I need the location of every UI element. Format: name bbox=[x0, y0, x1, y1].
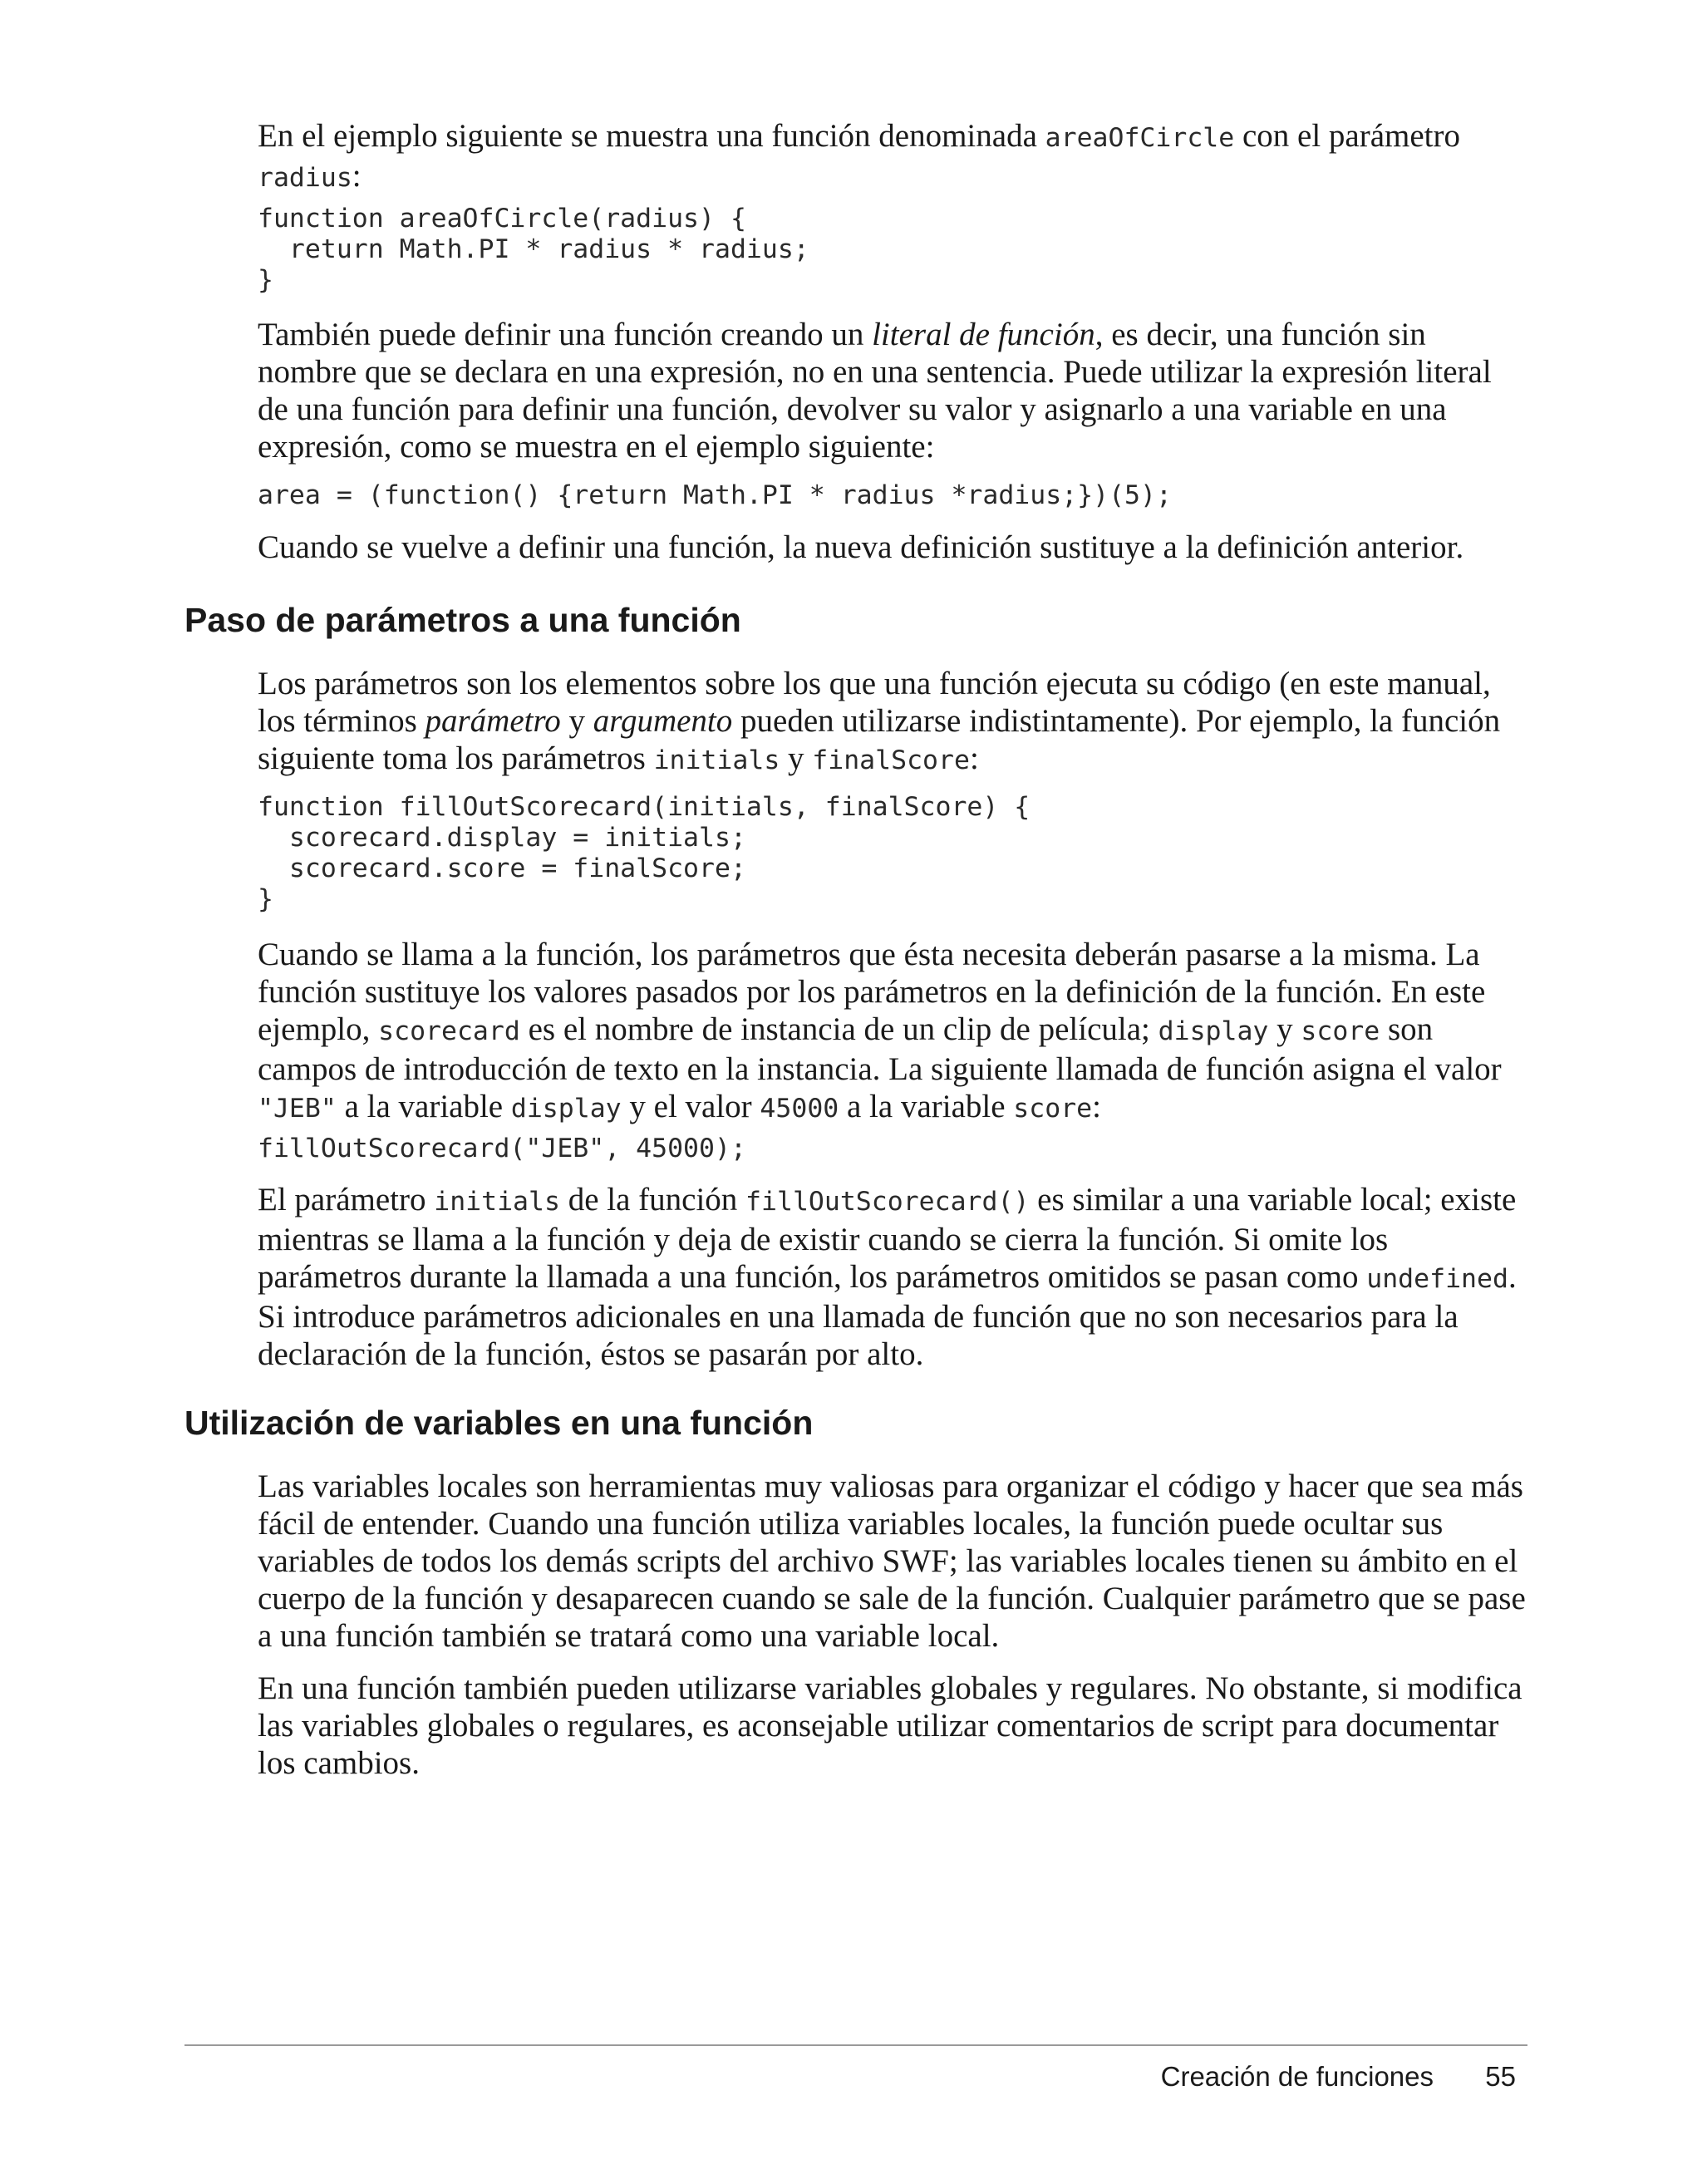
text-run: a la variable bbox=[336, 1089, 511, 1124]
text-run: , es decir, una función sin nombre que se declara en una expresión, no en una sentencia. Puede utilizar la expresión literal de una función para definir una función, devolver su valor y asignarlo a una variable en una expresión, como se muestra en el ejemplo siguiente: bbox=[258, 317, 1492, 465]
paragraph-text: Cuando se vuelve a definir una función, la nueva definición sustituye a la definición anterior. bbox=[258, 529, 1464, 565]
code-text: function areaOfCircle(radius) { return Math.PI * radius * radius; } bbox=[258, 204, 809, 295]
text-run: Los parámetros son los elementos sobre los que una función ejecuta su código (en este manual, los términos bbox=[258, 666, 1491, 739]
text-run: y bbox=[780, 740, 813, 776]
local-parameter-paragraph bbox=[258, 1181, 1529, 1373]
code-text: function fillOutScorecard(initials, finalScore) { scorecard.display = initials; scorecard.score = finalScore; } bbox=[258, 792, 1031, 914]
text-run: El parámetro bbox=[258, 1182, 435, 1217]
code-block-scorecard-call bbox=[258, 1134, 1529, 1164]
emphasis: literal de función bbox=[872, 317, 1095, 352]
text-run: de la función bbox=[559, 1182, 746, 1217]
function-literal-paragraph bbox=[258, 316, 1529, 465]
code-text: fillOutScorecard("JEB", 45000); bbox=[258, 1134, 746, 1163]
text-run: es el nombre de instancia de un clip de película; bbox=[519, 1011, 1158, 1047]
inline-code: radius bbox=[258, 163, 352, 193]
inline-code: finalScore bbox=[812, 745, 970, 775]
page-number: 55 bbox=[1485, 2061, 1516, 2092]
text-run: También puede definir una función creando un bbox=[258, 317, 873, 352]
intro-paragraph bbox=[258, 117, 1529, 197]
code-block-area-of-circle bbox=[258, 204, 1529, 296]
global-variables-paragraph bbox=[258, 1670, 1529, 1782]
inline-code: display bbox=[1158, 1016, 1269, 1046]
inline-code: initials bbox=[434, 1187, 560, 1217]
local-variables-paragraph bbox=[258, 1468, 1529, 1655]
text-run: Cuando se llama a la función, los parámetros que ésta necesita deberán pasarse a la misma. La función sustituye los valores pasados por los parámetros en la definición de la función. En este ejemplo, bbox=[258, 937, 1486, 1047]
inline-code: "JEB" bbox=[258, 1094, 337, 1124]
text-run: son campos de introducción de texto en la instancia. La siguiente llamada de función asigna el valor bbox=[258, 1011, 1502, 1087]
text-run: es similar a una variable local; existe mientras se llama a la función y deja de existir cuando se cierra la función. Si omite los parámetros durante la llamada a una función, los parámetros omitidos se pasan como bbox=[258, 1182, 1517, 1295]
text-run: y bbox=[560, 703, 593, 739]
text-run: y el valor bbox=[621, 1089, 760, 1124]
redefine-paragraph bbox=[258, 529, 1529, 566]
inline-code: initials bbox=[653, 745, 780, 775]
parameters-paragraph bbox=[258, 665, 1529, 780]
paragraph-text: En una función también pueden utilizarse variables globales y regulares. No obstante, si modifica las variables globales o regulares, es aconsejable utilizar comentarios de script para documentar los cambios. bbox=[258, 1670, 1522, 1781]
paragraph-text: Las variables locales son herramientas muy valiosas para organizar el código y hacer que sea más fácil de entender. Cuando una función utiliza variables locales, la función puede ocultar sus variables de todos los demás scripts del archivo SWF; las variables locales tienen su ámbito en el cuerpo de la función y desaparecen cuando se sale de la función. Cualquier parámetro que se pase a una función también se tratará como una variable local. bbox=[258, 1468, 1526, 1654]
text-run: : bbox=[352, 158, 362, 194]
inline-code: 45000 bbox=[760, 1094, 839, 1124]
code-block-area-literal bbox=[258, 480, 1529, 511]
section-heading-parameters: Paso de parámetros a una función bbox=[184, 601, 741, 639]
emphasis: parámetro bbox=[425, 703, 561, 739]
function-call-paragraph bbox=[258, 936, 1529, 1128]
code-block-fill-out-scorecard bbox=[258, 792, 1529, 915]
text-run: : bbox=[1092, 1089, 1101, 1124]
text-run: . Si introduce parámetros adicionales en una llamada de función que no son necesarios para la declaración de la función, éstos se pasarán por alto. bbox=[258, 1259, 1517, 1372]
inline-code: display bbox=[510, 1094, 622, 1124]
text-run: pueden utilizarse indistintamente). Por ejemplo, la función siguiente toma los parámetros bbox=[258, 703, 1501, 776]
inline-code: undefined bbox=[1366, 1264, 1508, 1294]
code-text: area = (function() {return Math.PI * radius *radius;})(5); bbox=[258, 480, 1172, 510]
footer-divider bbox=[184, 2044, 1527, 2046]
text-run: : bbox=[969, 740, 979, 776]
inline-code: fillOutScorecard() bbox=[745, 1187, 1030, 1217]
text-run: a la variable bbox=[839, 1089, 1014, 1124]
section-heading-variables: Utilización de variables en una función bbox=[184, 1404, 814, 1442]
emphasis: argumento bbox=[593, 703, 733, 739]
inline-code: scorecard bbox=[378, 1016, 520, 1046]
text-run: En el ejemplo siguiente se muestra una función denominada bbox=[258, 118, 1045, 154]
inline-code: score bbox=[1301, 1016, 1380, 1046]
text-run: con el parámetro bbox=[1234, 118, 1460, 154]
footer-chapter-title: Creación de funciones bbox=[1160, 2061, 1434, 2092]
text-run: y bbox=[1268, 1011, 1301, 1047]
inline-code: areaOfCircle bbox=[1045, 123, 1235, 153]
inline-code: score bbox=[1013, 1094, 1093, 1124]
